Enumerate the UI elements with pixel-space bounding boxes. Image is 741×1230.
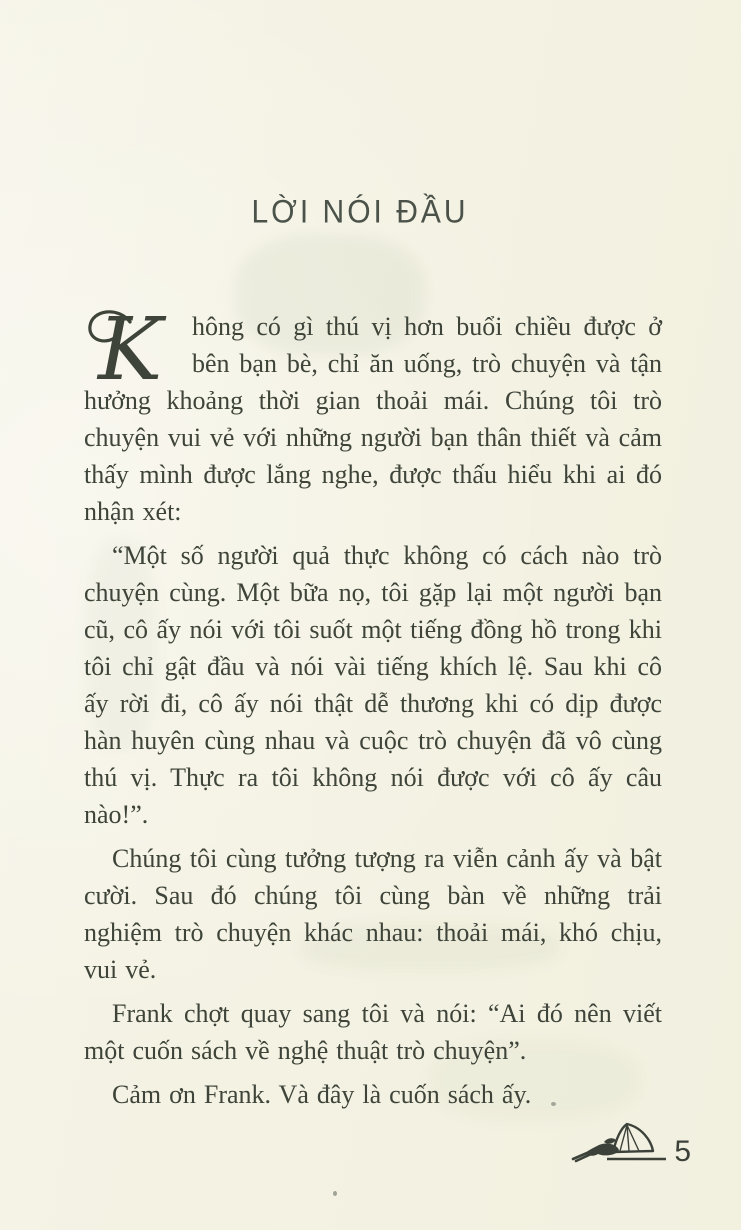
body-text [84,300,662,1120]
paragraph-first [84,300,662,530]
scan-artifact-speck [333,1191,337,1196]
paragraph: “Một số người quả thực không có cách nào trò chuyện cùng. Một bữa nọ, tôi gặp lại một người bạn cũ, cô ấy nói với tôi suốt một tiếng đồng hồ trong khi tôi chỉ gật đầu và nói vài tiếng khích lệ. Sau khi cô ấy rời đi, cô ấy nói thật dễ thương khi có dịp được hàn huyên cùng nhau và cuộc trò chuyện đã vô cùng thú vị. Thực ra tôi không nói được với cô ấy câu nào!”. [84,541,662,829]
page-footer [571,1120,691,1169]
dropcap-initial [84,300,188,400]
page-number: 5 [674,1135,691,1168]
paragraph-first-text: hông có gì thú vị hơn buổi chiều được ở bên bạn bè, chỉ ăn uống, trò chuyện và tận hưởng khoảng thời gian thoải mái. Chúng tôi trò chuyện vui vẻ với những người bạn thân thiết và cảm thấy mình được lắng nghe, được thấu hiểu khi ai đó nhận xét: [84,312,662,526]
paragraph: Frank chợt quay sang tôi và nói: “Ai đó nên viết một cuốn sách về nghệ thuật trò chuyện”. [84,999,662,1065]
paragraph: Chúng tôi cùng tưởng tượng ra viễn cảnh ấy và bật cười. Sau đó chúng tôi cùng bàn về những trải nghiệm trò chuyện khác nhau: thoải mái, khó chịu, vui vẻ. [84,844,662,984]
dropcap-letter: K [98,300,163,400]
quill-pen-icon [571,1120,667,1169]
paragraph: Cảm ơn Frank. Và đây là cuốn sách ấy. [112,1080,532,1109]
page-title: LỜI NÓI ĐẦU [251,194,469,231]
